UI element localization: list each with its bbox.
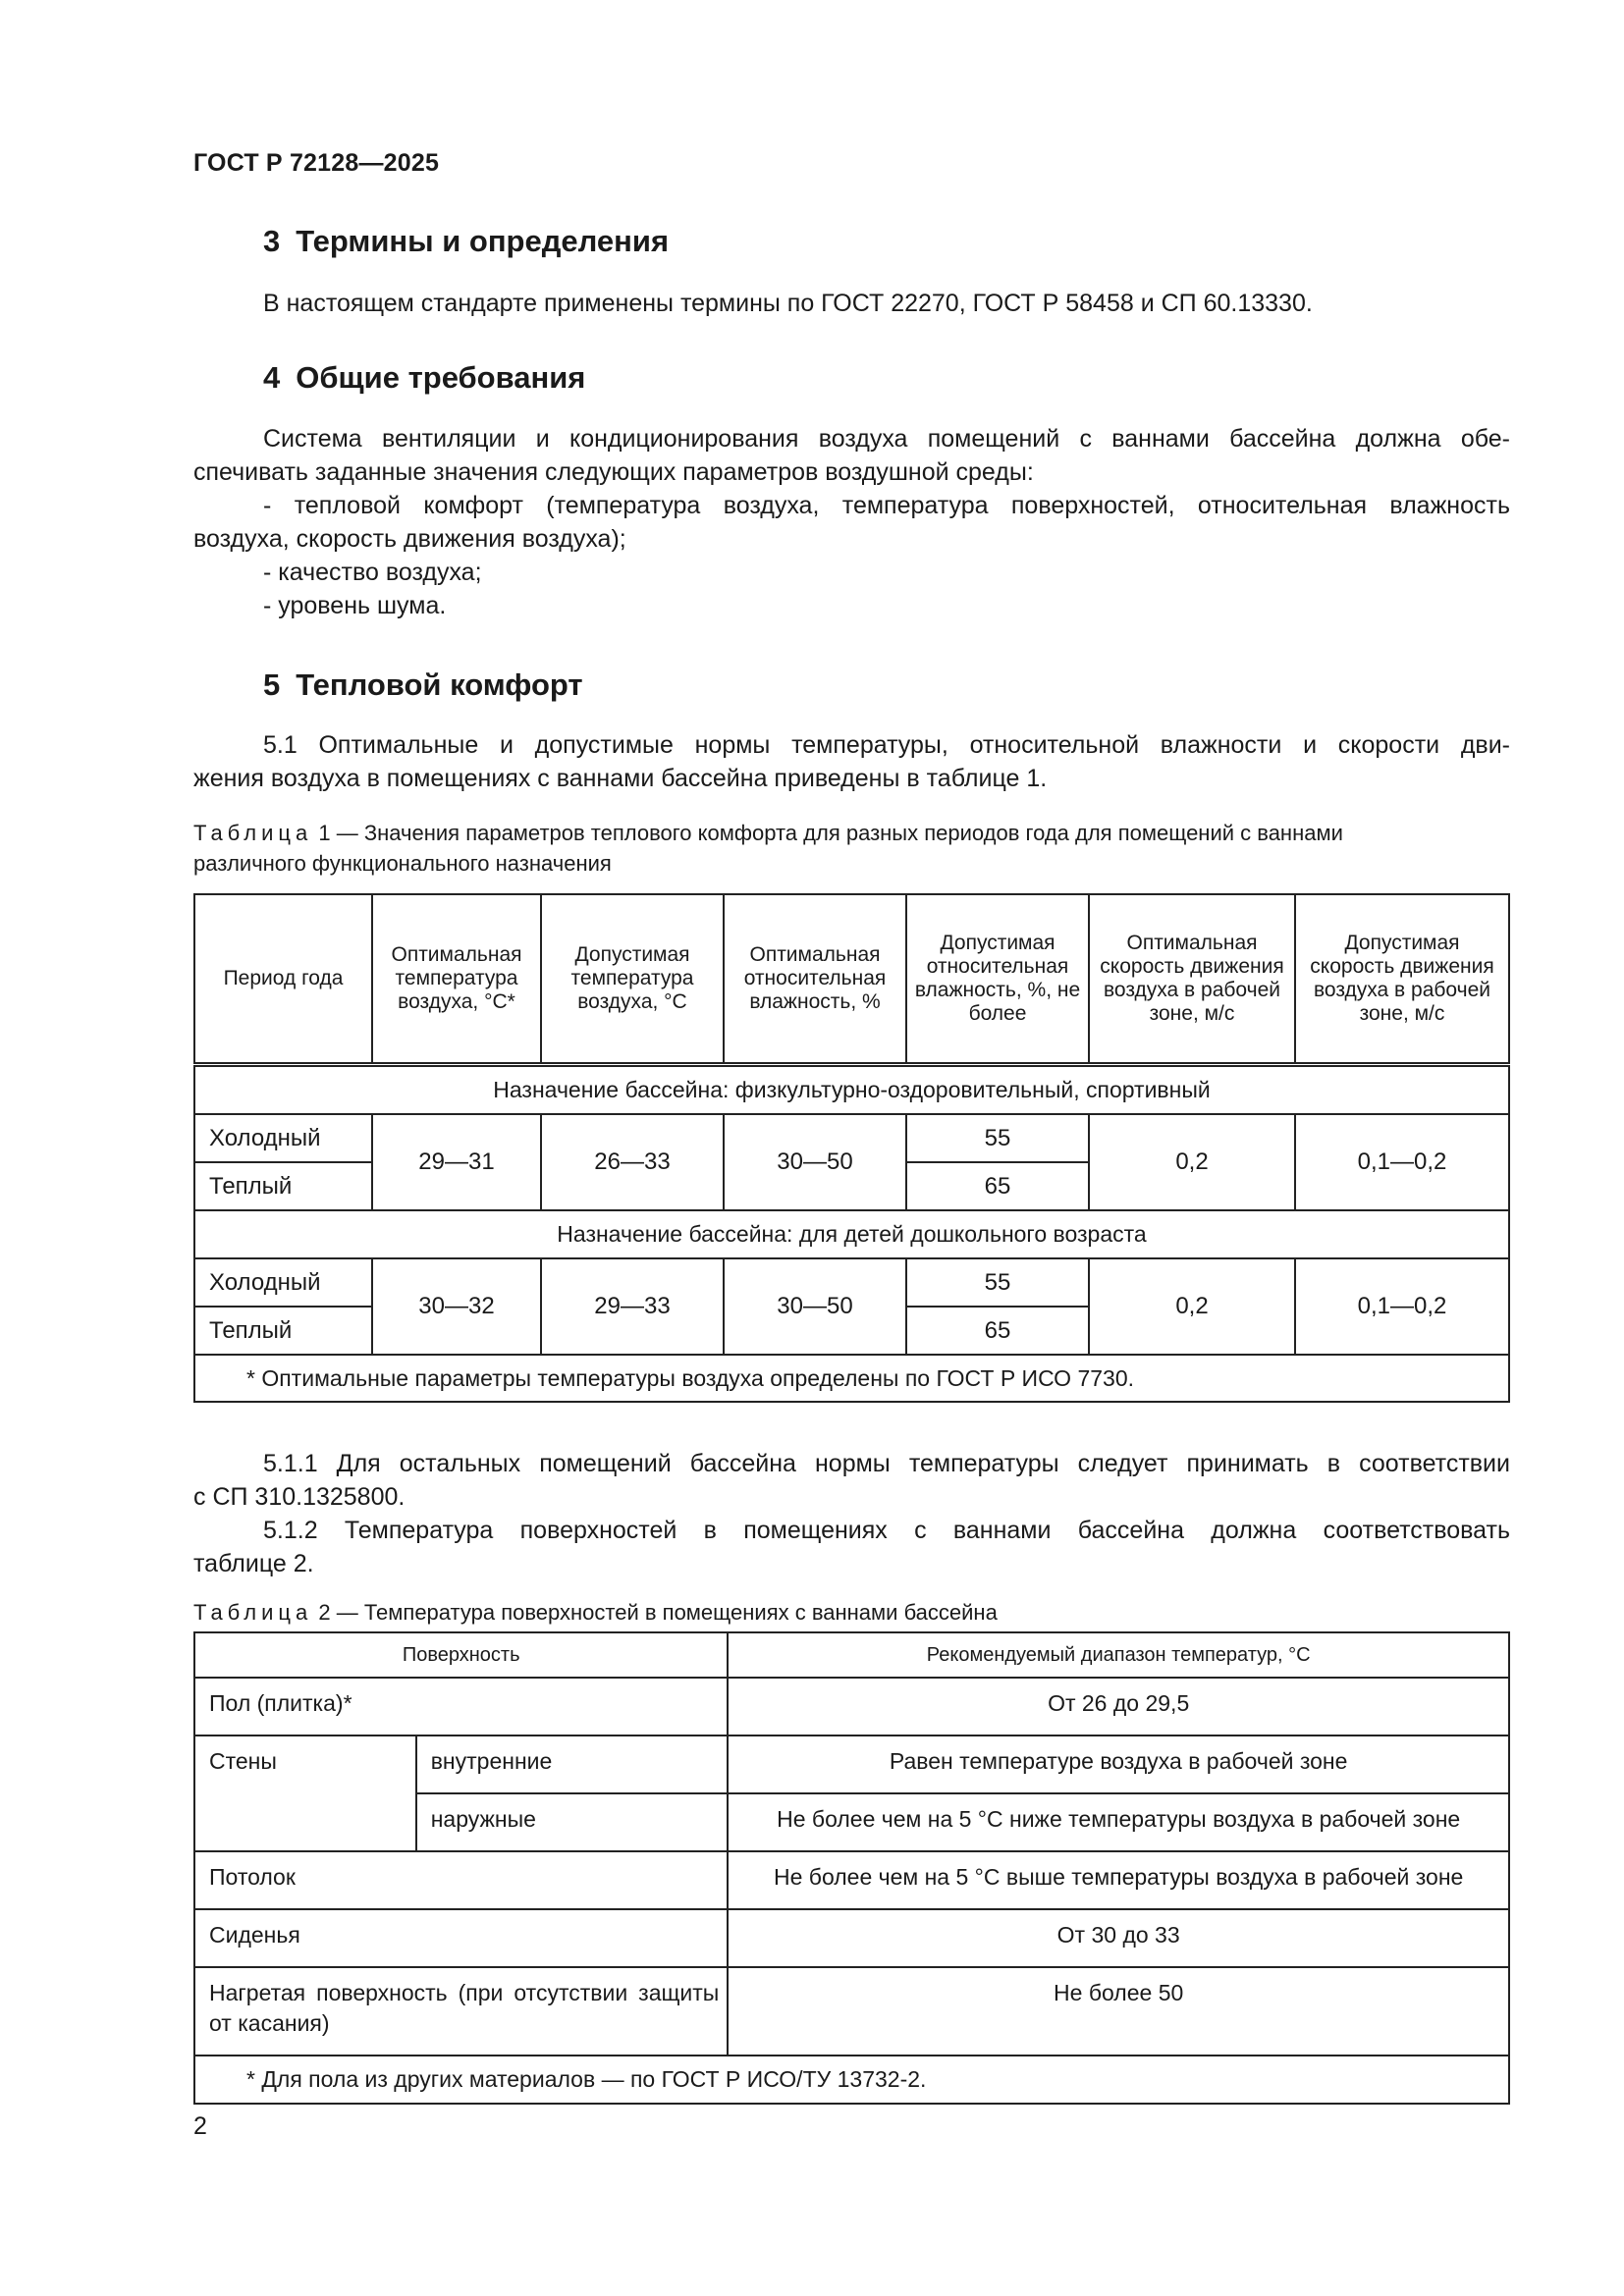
text-line: таблице 2.	[193, 1550, 314, 1577]
text-line: 5.1.1 Для остальных помещений бассейна нормы температуры следует принимать в соответствии	[263, 1450, 1510, 1477]
surface-subtype-cell: внутренние	[416, 1735, 729, 1793]
section-3-heading	[263, 224, 669, 259]
surface-name-cell: Стены	[194, 1735, 416, 1851]
column-header: Допустимая скорость движения воздуха в рабочей зоне, м/с	[1295, 894, 1509, 1065]
temperature-range-cell: Не более 50	[728, 1967, 1509, 2056]
column-header: Поверхность	[194, 1632, 728, 1678]
period-cell: Теплый	[194, 1162, 372, 1210]
section-title: Тепловой комфорт	[296, 667, 583, 702]
thermal-comfort-table	[193, 893, 1510, 1403]
surface-subtype-cell: наружные	[416, 1793, 729, 1851]
section-4-heading	[263, 360, 585, 396]
table-note-row	[194, 2056, 1509, 2104]
admissible-temp-cell: 26—33	[541, 1114, 724, 1210]
section-5-heading	[263, 667, 583, 703]
caption-text: 2 — Температура поверхностей в помещениях с ваннами бассейна	[312, 1600, 998, 1625]
section-4-intro	[193, 422, 1510, 622]
period-cell: Холодный	[194, 1258, 372, 1307]
paragraph-5-1	[193, 728, 1510, 795]
section-title: Общие требования	[296, 360, 586, 395]
text-line: 5.1.2 Температура поверхностей в помещениях с ваннами бассейна должна соответствовать	[263, 1517, 1510, 1544]
table-1-caption	[193, 818, 1509, 879]
table-row	[194, 1967, 1509, 2056]
text-line: 5.1 Оптимальные и допустимые нормы температуры, относительной влажности и скорости дви-	[263, 731, 1510, 759]
optimal-temp-cell: 29—31	[372, 1114, 541, 1210]
admissible-humidity-cell: 65	[906, 1307, 1089, 1355]
surface-temperature-table	[193, 1631, 1510, 2105]
caption-text: различного функционального назначения	[193, 851, 612, 876]
admissible-temp-cell: 29—33	[541, 1258, 724, 1355]
table-row	[194, 1735, 1509, 1793]
optimal-speed-cell: 0,2	[1089, 1258, 1295, 1355]
optimal-speed-cell: 0,2	[1089, 1114, 1295, 1210]
temperature-range-cell: От 26 до 29,5	[728, 1678, 1509, 1735]
section-number: 3	[263, 224, 281, 258]
table-2-caption	[193, 1597, 1509, 1628]
table-row	[194, 1678, 1509, 1735]
table-row	[194, 1114, 1509, 1162]
temperature-range-cell: От 30 до 33	[728, 1909, 1509, 1967]
text-line: с СП 310.1325800.	[193, 1483, 406, 1511]
section-3-text: В настоящем стандарте применены термины по ГОСТ 22270, ГОСТ Р 58458 и СП 60.13330.	[263, 290, 1313, 317]
page-number: 2	[193, 2112, 207, 2140]
optimal-temp-cell: 30—32	[372, 1258, 541, 1355]
temperature-range-cell: Равен температуре воздуха в рабочей зоне	[728, 1735, 1509, 1793]
column-header: Период года	[194, 894, 372, 1065]
column-header: Рекомендуемый диапазон температур, °С	[728, 1632, 1509, 1678]
list-item: - качество воздуха;	[263, 559, 482, 586]
paragraph-5-1-1	[193, 1447, 1510, 1580]
surface-name-cell: Сиденья	[194, 1909, 728, 1967]
table-row	[194, 1851, 1509, 1909]
table-label: Таблица	[193, 1600, 313, 1625]
text-line: - тепловой комфорт (температура воздуха, температура поверхностей, относительная влажность	[263, 492, 1510, 519]
text-line: спечивать заданные значения следующих параметров воздушной среды:	[193, 458, 1034, 486]
text-line: жения воздуха в помещениях с ваннами бассейна приведены в таблице 1.	[193, 765, 1048, 792]
group-title: Назначение бассейна: физкультурно-оздоровительный, спортивный	[194, 1065, 1509, 1115]
section-title: Термины и определения	[296, 224, 670, 258]
optimal-humidity-cell: 30—50	[724, 1258, 906, 1355]
column-header: Оптимальная скорость движения воздуха в рабочей зоне, м/с	[1089, 894, 1295, 1065]
text-line: Система вентиляции и кондиционирования воздуха помещений с ваннами бассейна должна обе-	[263, 425, 1510, 453]
column-header: Оптимальная температура воздуха, °С*	[372, 894, 541, 1065]
text-line: воздуха, скорость движения воздуха);	[193, 525, 626, 553]
surface-name-cell: Пол (плитка)*	[194, 1678, 728, 1735]
table-footnote: * Для пола из других материалов — по ГОСТ Р ИСО/ТУ 13732-2.	[194, 2056, 1509, 2104]
group-row	[194, 1065, 1509, 1115]
table-note-row	[194, 1355, 1509, 1402]
table-label: Таблица	[193, 821, 313, 845]
surface-name-cell: Нагретая поверхность (при отсутствии защиты от касания)	[194, 1967, 728, 2056]
optimal-humidity-cell: 30—50	[724, 1114, 906, 1210]
admissible-speed-cell: 0,1—0,2	[1295, 1114, 1509, 1210]
table-header-row	[194, 1632, 1509, 1678]
admissible-humidity-cell: 55	[906, 1114, 1089, 1162]
section-number: 4	[263, 360, 281, 395]
admissible-humidity-cell: 55	[906, 1258, 1089, 1307]
list-item: - уровень шума.	[263, 592, 447, 619]
surface-name-cell: Потолок	[194, 1851, 728, 1909]
admissible-speed-cell: 0,1—0,2	[1295, 1258, 1509, 1355]
document-header: ГОСТ Р 72128—2025	[193, 149, 440, 177]
temperature-range-cell: Не более чем на 5 °С выше температуры воздуха в рабочей зоне	[728, 1851, 1509, 1909]
column-header: Допустимая температура воздуха, °С	[541, 894, 724, 1065]
group-row	[194, 1210, 1509, 1258]
table-row	[194, 1258, 1509, 1307]
caption-text: 1 — Значения параметров теплового комфорта для разных периодов года для помещений с ваннами	[312, 821, 1343, 845]
table-footnote: * Оптимальные параметры температуры воздуха определены по ГОСТ Р ИСО 7730.	[194, 1355, 1509, 1402]
table-header-row	[194, 894, 1509, 1065]
group-title: Назначение бассейна: для детей дошкольного возраста	[194, 1210, 1509, 1258]
column-header: Допустимая относительная влажность, %, не более	[906, 894, 1089, 1065]
column-header: Оптимальная относительная влажность, %	[724, 894, 906, 1065]
period-cell: Холодный	[194, 1114, 372, 1162]
admissible-humidity-cell: 65	[906, 1162, 1089, 1210]
temperature-range-cell: Не более чем на 5 °С ниже температуры воздуха в рабочей зоне	[728, 1793, 1509, 1851]
section-number: 5	[263, 667, 281, 702]
period-cell: Теплый	[194, 1307, 372, 1355]
table-row	[194, 1909, 1509, 1967]
